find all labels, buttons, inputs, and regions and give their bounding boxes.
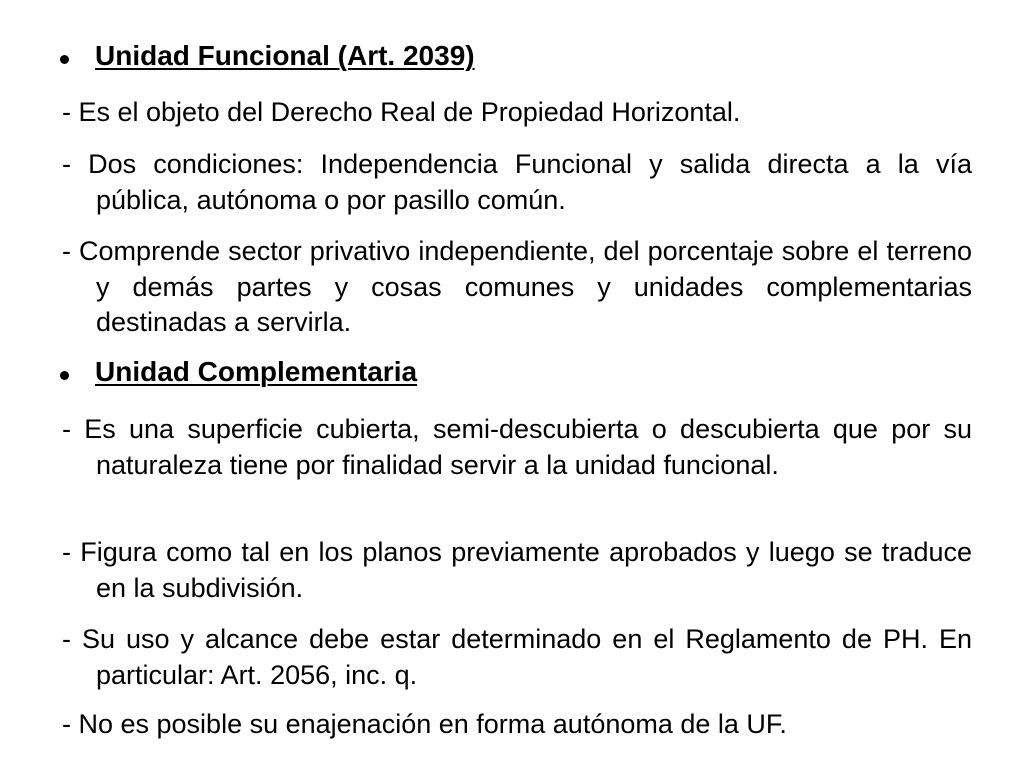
paragraph-item: - Es una superficie cubierta, semi-descubierta o descubierta que por su naturaleza tiene por finalidad servir a la unidad funcional.	[62, 414, 972, 480]
paragraph-item: - Dos condiciones: Independencia Funcional y salida directa a la vía pública, autónoma o por pasillo común.	[62, 149, 972, 215]
paragraph-item	[62, 95, 972, 131]
paragraph-item	[62, 707, 972, 743]
bullet-icon	[60, 55, 69, 64]
section-heading-text: Unidad Funcional (Art. 2039)	[95, 40, 475, 71]
section-heading-text: Unidad Complementaria	[95, 356, 418, 387]
paragraph-text: - No es posible su enajenación en forma autónoma de la UF.	[62, 709, 787, 739]
section-heading-unidad-funcional	[60, 40, 475, 72]
paragraph-item: - Su uso y alcance debe estar determinado en el Reglamento de PH. En particular: Art. 2056, inc. q.	[62, 624, 972, 690]
paragraph-text: - Es el objeto del Derecho Real de Propiedad Horizontal.	[62, 97, 741, 127]
bullet-icon	[60, 371, 69, 380]
section-heading-unidad-complementaria	[60, 356, 417, 388]
paragraph-item: - Figura como tal en los planos previamente aprobados y luego se traduce en la subdivisión.	[62, 537, 972, 603]
paragraph-item: - Comprende sector privativo independiente, del porcentaje sobre el terreno y demás partes y cosas comunes y unidades complementarias destinadas a servirla.	[62, 236, 972, 337]
